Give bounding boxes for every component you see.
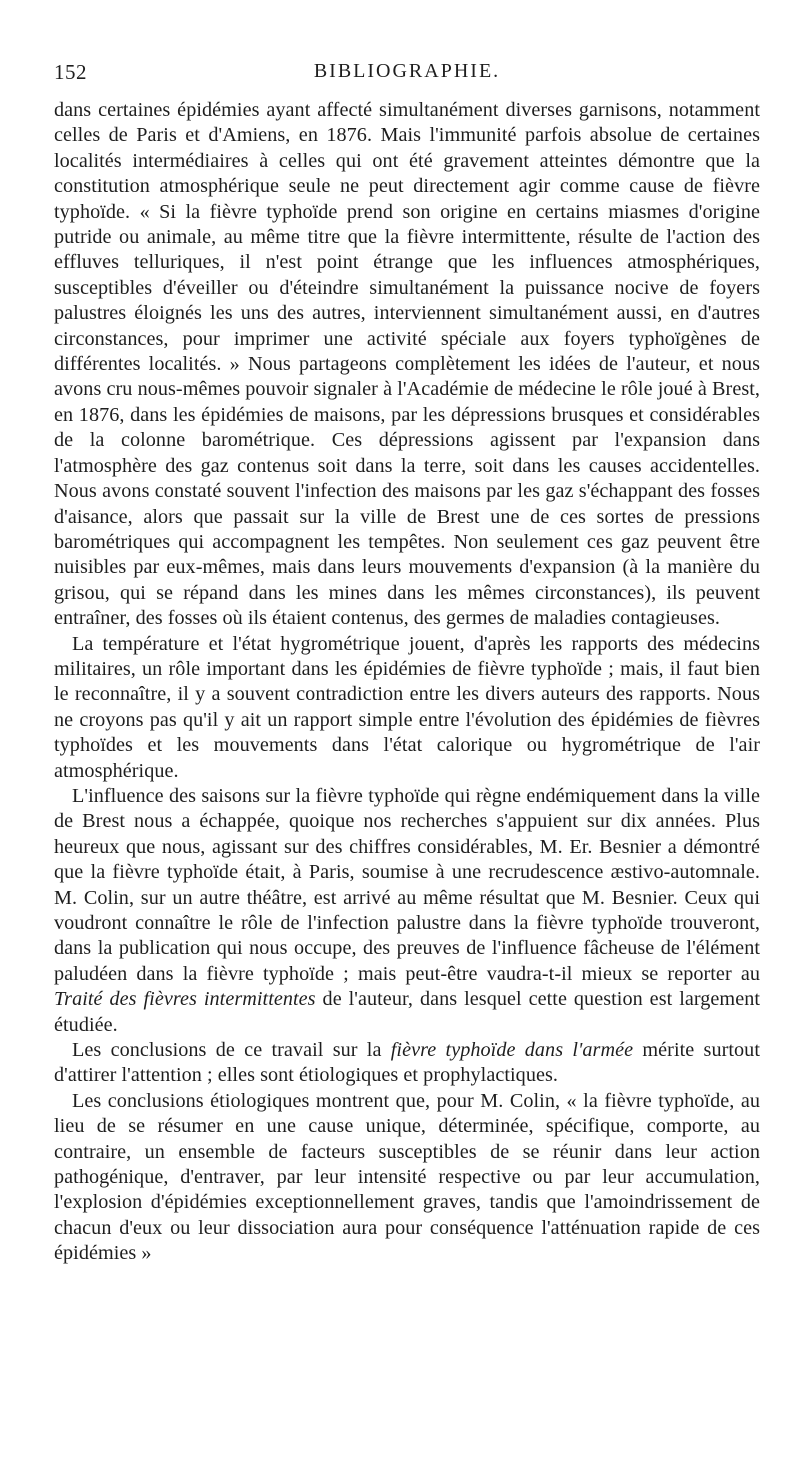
body-text — [54, 98, 760, 1267]
running-head — [54, 60, 760, 94]
paragraph-3 — [54, 784, 760, 1038]
paragraph-4-italic-title: fièvre typhoïde dans l'armée — [390, 1039, 634, 1062]
paragraph-5-text: Les conclusions étiologiques montrent que, pour M. Colin, « la fièvre typhoïde, au lieu de se résumer en une cause unique, déterminée, spécifique, comporte, au contraire, un ensemble de facteurs susceptibles de se réunir dans leur action pathogénique, d'entraver, par leur intensité respective ou par leur accumulation, l'explosion d'épidémies exceptionnellement graves, tandis que l'amoindrissement de chacun d'eux ou leur dissociation aura pour conséquence l'atténuation rapide de ces épidémies » — [54, 1089, 760, 1265]
paragraph-1 — [54, 98, 760, 632]
running-title: BIBLIOGRAPHIE. — [313, 60, 501, 82]
paragraph-4-text-after: mérite surtout d'attirer l'attention ; elles sont étiologiques et prophylactiques. — [54, 1039, 760, 1087]
paragraph-1-text: dans certaines épidémies ayant affecté simultanément diverses garnisons, notamment celles de Paris et d'Amiens, en 1876. Mais l'immunité parfois absolue de certaines localités intermédiaires à celles qui ont été gravement atteintes démontre que la constitution atmosphérique seule ne peut directement agir comme cause de fièvre typhoïde. « Si la fièvre typhoïde prend son origine en certains miasmes d'origine putride ou animale, au même titre que la fièvre intermittente, résulte de l'action des effluves telluriques, il n'est point étrange que les influences atmosphériques, susceptibles d'éveiller ou d'éteindre simultanément la puissance nocive de foyers palustres éloignés les uns des autres, interviennent simultanément aussi, en d'autres circonstances, pour imprimer une activité spéciale aux foyers typhoïgènes de différentes localités. » Nous partageons complètement les idées de l'auteur, et nous avons cru nous-mêmes pouvoir signaler à l'Académie de médecine le rôle joué à Brest, en 1876, dans les épidémies de maisons, par les dépressions brusques et considérables de la colonne barométrique. Ces dépressions agissent par l'expansion dans l'atmosphère des gaz contenus soit dans la terre, soit dans les causes accidentelles. Nous avons constaté souvent l'infection des maisons par les gaz s'échappant des fosses d'aisance, alors que passait sur la ville de Brest une de ces sortes de pressions barométriques qui accompagnent les tempêtes. Non seulement ces gaz peuvent être nuisibles par eux-mêmes, mais dans leurs mouvements d'expansion (à la manière du grisou, qui se répand dans les mines dans les mêmes circonstances), ils peuvent entraîner, des fosses où ils étaient contenus, des germes de maladies contagieuses. — [54, 99, 760, 630]
paragraph-4-text: Les conclusions de ce travail sur la — [72, 1039, 382, 1062]
paragraph-3-text-after: de l'auteur, dans lesquel cette question est largement étudiée. — [54, 988, 761, 1036]
paragraph-3-text: L'influence des saisons sur la fièvre typhoïde qui règne endémiquement dans la ville de Brest nous a échappée, quoique nos recherches s'appuient sur dix années. Plus heureux que nous, agissant sur des chiffres considérables, M. Er. Besnier a démontré que la fièvre typhoïde était, à Paris, soumise à une recrudescence æstivo-automnale. M. Colin, sur un autre théâtre, est arrivé au même résultat que M. Besnier. Ceux qui voudront connaître le rôle de l'infection palustre dans la fièvre typhoïde trouveront, dans la publication qui nous occupe, des preuves de l'influence fâcheuse de l'élément paludéen dans la fièvre typhoïde ; mais peut-être vaudra-t-il mieux se reporter au — [54, 784, 760, 985]
paragraph-3-italic-title: Traité des fièvres intermittentes — [54, 988, 316, 1011]
paragraph-5 — [54, 1089, 760, 1267]
paragraph-4 — [54, 1038, 760, 1089]
paragraph-2 — [54, 632, 760, 784]
paragraph-2-text: La température et l'état hygrométrique jouent, d'après les rapports des médecins militaires, un rôle important dans les épidémies de fièvre typhoïde ; mais, il faut bien le reconnaître, il y a souvent contradiction entre les divers auteurs des rapports. Nous ne croyons pas qu'il y ait un rapport simple entre l'évolution des épidémies de fièvres typhoïdes et les mouvements dans l'état calorique ou hygrométrique de l'air atmosphérique. — [54, 632, 760, 782]
page-number: 152 — [54, 60, 87, 84]
